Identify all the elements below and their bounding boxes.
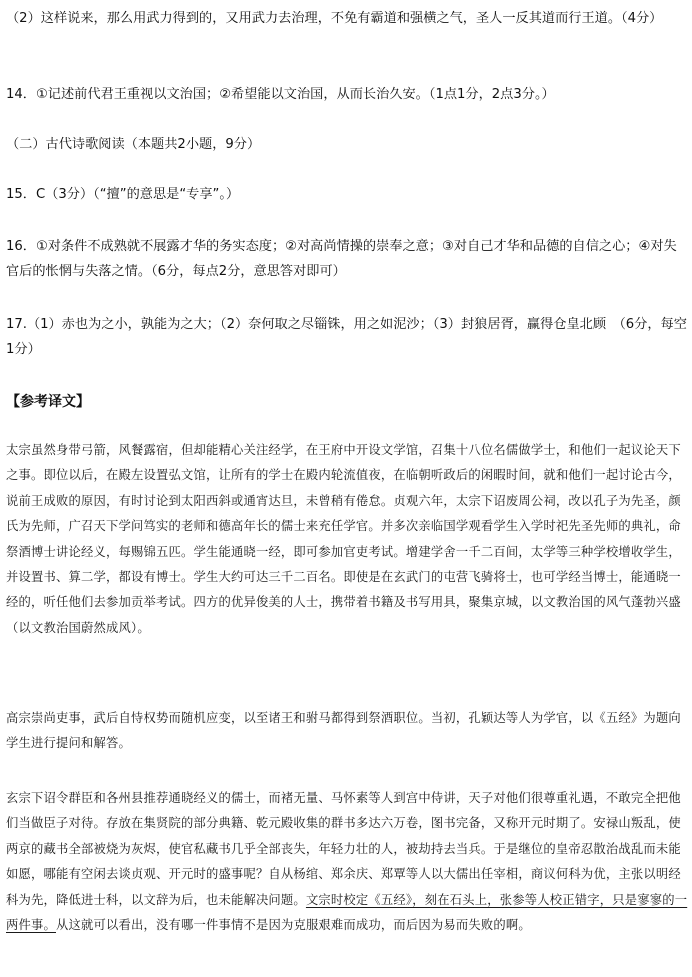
answer-17: 17.（1）赤也为之小，孰能为之大；（2）奈何取之尽锱铢，用之如泥沙；（3）封狼居胥，赢得仓皇北顾 （6分，每空1分） (6, 317, 687, 357)
answer-13-part-2: （2）这样说来，那么用武力得到的，又用武力去治理，不免有霸道和强横之气，圣人一反其道而行王道。（4分） (6, 11, 663, 26)
answer-16: 16．①对条件不成熟就不展露才华的务实态度；②对高尚情操的崇奉之意；③对自己才华和品德的自信之心；④对失官后的怅惘与失落之情。（6分，每点2分，意思答对即可） (6, 239, 677, 279)
section-heading-poetry: （二）古代诗歌阅读（本题共2小题，9分） (6, 137, 261, 152)
translation-paragraph-3-part-b: 从这就可以看出，没有哪一件事情不是因为克服艰难而成功，而后因为易而失败的啊。 (56, 918, 531, 933)
answer-14: 14．①记述前代君王重视以文治国；②希望能以文治国，从而长治久安。（1点1分，2点3分。） (6, 87, 555, 102)
translation-paragraph-1: 太宗虽然身带弓箭，风餐露宿，但却能精心关注经学，在王府中开设文学馆，召集十八位名儒做学士，和他们一起议论天下之事。即位以后，在殿左设置弘文馆，让所有的学士在殿内轮流值夜，在临朝听政后的闲暇时间，就和他们一起讨论古今，说前王成败的原因，有时讨论到太阳西斜或通宵达旦，未曾稍有倦怠。贞观六年，太宗下诏废周公祠，改以孔子为先圣，颜氏为先师，广召天下学问笃实的老师和德高年长的儒士来充任学官。并多次亲临国学观看学生入学时祀先圣先师的典礼，命祭酒博士讲论经义，每赐锦五匹。学生能通晓一经，即可参加官吏考试。增建学舍一千二百间，太学等三种学校增收学生，并设置书、算二学，都设有博士。学生大约可达三千二百名。即使是在玄武门的屯营飞骑将士，也可学经当博士，能通晓一经的，听任他们去参加贡举考试。四方的优异俊美的人士，携带着书籍及书写用具，聚集京城，以文教治国的风气蓬勃兴盛（以文教治国蔚然成风）。 (6, 443, 681, 635)
underlined-sentence: 文宗时校定《五经》，刻在石头上，张参等人校正错字，只是寥寥的一两件事。 (6, 892, 688, 933)
translation-paragraph-3 (6, 786, 688, 938)
translation-heading: 【参考译文】 (6, 394, 90, 410)
translation-paragraph-3-part-a: 玄宗下诏令群臣和各州县推荐通晓经义的儒士，而褚无量、马怀素等人到宫中侍讲，天子对他们很尊重礼遇，不敢完全把他们当做臣子对待。存放在集贤院的部分典籍、乾元殿收集的群书多达六万卷，图书完备，又称开元时期了。安禄山叛乱，使两京的藏书全部被烧为灰烬，使官私藏书几乎全部丧失，年轻力壮的人，被劫持去当兵。于是继位的皇帝忍散治战乱而未能如愿，哪能有空闲去谈贞观、开元时的盛事呢？自从杨绾、郑余庆、郑覃等人以大儒出任宰相，商议何科为优，主张以明经科为先，降低进士科，以文辞为后，也未能解决问题。 (6, 791, 681, 907)
translation-paragraph-2: 高宗崇尚吏事，武后自恃权势而随机应变，以至诸王和驸马都得到祭酒职位。当初，孔颖达等人为学官，以《五经》为题向学生进行提问和解答。 (6, 711, 681, 751)
answer-15: 15．C（3分）（“擅”的意思是“专享”。） (6, 187, 240, 202)
